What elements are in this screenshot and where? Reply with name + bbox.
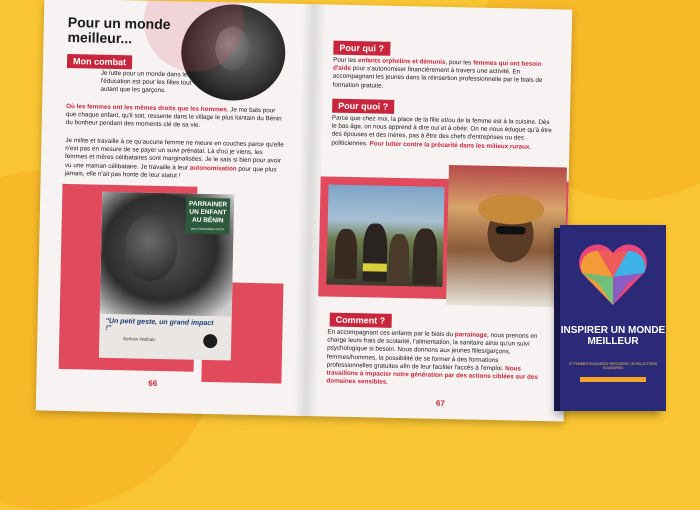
text: Je lutte pour un monde dans lequel l'éducation est pour les filles tout autant que les garçons. (100, 69, 200, 95)
highlight-text: enfants orphelins et démunis (357, 57, 446, 66)
text: , nous prenons en charge leurs frais de scolarité, l'alimentation, la sanitaire ainsi qu'un suivi psychologique si besoin. Nous donnons aux jeunes filles/garçons, femmes/hommes, la possibilité de se former à des formations professionnelles gratuites afin de leur faciliter l'accès à l'emploi. (326, 331, 538, 373)
text: , pour les (445, 58, 474, 67)
paragraph (331, 115, 554, 152)
book-subtitle: 27 FEMMES ENGAGÉES PARTAGENT LEURS ACTIONS SOLIDAIRES (568, 362, 658, 370)
left-page (36, 0, 315, 416)
poster-quote: "Un petit geste, un grand impact !" (105, 317, 214, 332)
heart-logo-icon (578, 243, 648, 307)
text: pour que plus jamais, elle n'ait pas honte de leur statut ! (64, 165, 277, 180)
text: Parce que chez moi, la place de la fille et/ou de la femme est à la cuisine. Dès le bas âge, on nous apprend à dire oui et à obéir. On ne nous éduque qu'à être des épouses et des mères, pas à être des chefs d'entreprises ou des politiciennes. (331, 114, 552, 147)
portrait-photo-2 (446, 165, 567, 307)
text: pour s'autonomiser financièrement à travers une activité. En accompagnant les jeunes dans la réinsertion professionnelle par le biais de formation gratuite. (332, 65, 543, 90)
sponsorship-poster (99, 192, 234, 361)
poster-headline-text: PARRAINER UN ENFANT AU BÉNIN (188, 200, 228, 225)
page-number: 67 (435, 398, 445, 408)
poster-logo (203, 334, 217, 348)
highlight-text: Où les femmes ont les mêmes droits que les hommes. (66, 102, 229, 114)
text: Je milite et travaille à ce qu'aucune femme ne meure en couches parce qu'elle n'est pas en mesure de se payer un suivi prénatal. Là d'où je viens, les femmes et mères célibataires sont marginalisées. Je le sais si bien pour avoir vu une maman célibataire. Je travaille à leur (64, 136, 284, 172)
page-title: Pour un monde meilleur... (67, 14, 171, 47)
highlight-text: autonomisation (189, 164, 237, 173)
highlight-text: femmes qui ont besoin d'aide (332, 59, 542, 73)
book-cover (560, 225, 666, 411)
poster-headline-sub: avec l'Association UCCA (190, 226, 225, 232)
highlight-text: Pour lutter contre la précarité dans les milieux ruraux. (369, 139, 532, 151)
highlight-text: Nous travaillons à impacter notre génération par des actions ciblées sur des domaines sensibles. (326, 365, 538, 387)
book-title: INSPIRER UN MONDE MEILLEUR (560, 325, 666, 347)
child-head (124, 214, 177, 281)
highlight-text: parrainage (454, 331, 488, 339)
magazine-spread (36, 0, 573, 421)
section-tag-pour-qui: Pour qui ? (333, 41, 390, 56)
text: Pour les (333, 56, 359, 65)
paragraph (65, 137, 286, 183)
section-tag-mon-combat: Mon combat (67, 54, 132, 69)
paragraph (326, 329, 545, 391)
page-number: 66 (148, 378, 158, 388)
paragraph (66, 103, 286, 132)
poster-name: Bethow Wolbalo (123, 336, 156, 342)
section-tag-comment: Comment ? (330, 313, 392, 328)
right-page (306, 4, 573, 421)
section-tag-pour-quoi: Pour quoi ? (332, 99, 394, 114)
poster-headline (185, 198, 230, 235)
paragraph (333, 57, 556, 94)
text: Je me bats pour que chaque enfant, qu'il soit, ressente dans le village le plus lointain du Bénin du bonheur pendant des moments clé de sa vie. (65, 106, 282, 130)
paragraph (100, 70, 210, 97)
text: En accompagnant ces enfants par le biais du (327, 328, 455, 339)
group-photo (326, 185, 444, 287)
book-strip-decoration (580, 377, 646, 382)
